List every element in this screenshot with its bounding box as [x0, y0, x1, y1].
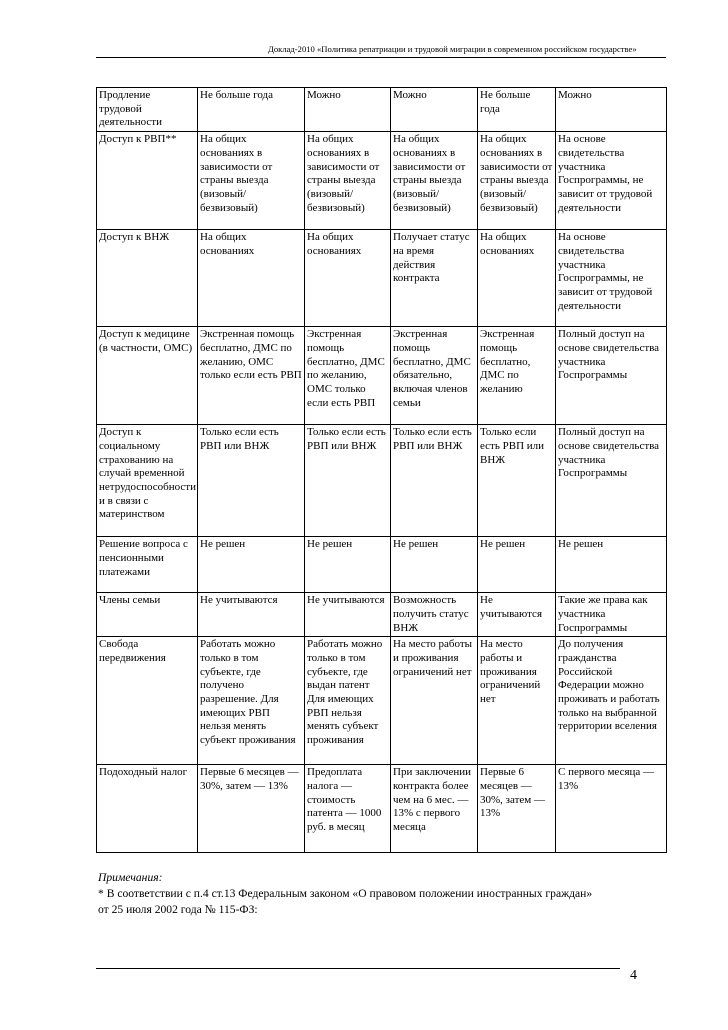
table-row	[97, 132, 667, 230]
table-cell: Не учитываются	[305, 593, 391, 637]
table-cell: Полный доступ на основе свидетельства участника Госпрограммы	[556, 425, 667, 537]
row-label: Подоходный налог	[97, 765, 198, 853]
table-cell: Возможность получить статус ВНЖ	[391, 593, 478, 637]
table-cell: Не решен	[198, 537, 305, 593]
table-cell: На место работы и проживания ограничений нет	[478, 637, 556, 765]
notes-block	[98, 870, 678, 918]
header-rule	[96, 57, 666, 58]
table-cell: Не учитываются	[478, 593, 556, 637]
table-cell: Только если есть РВП или ВНЖ	[391, 425, 478, 537]
table-cell: Экстренная помощь бесплатно, ДМС по желанию	[478, 327, 556, 425]
table-row	[97, 537, 667, 593]
table-cell: На общих основаниях в зависимости от страны выезда (визовый/безвизовый)	[305, 132, 391, 230]
table-cell: На общих основаниях в зависимости от страны выезда (визовый/безвизовый)	[198, 132, 305, 230]
table-cell: Первые 6 месяцев — 30%, затем — 13%	[478, 765, 556, 853]
table-cell: На основе свидетельства участника Госпрограммы, не зависит от трудовой деятельности	[556, 230, 667, 327]
table-cell: Только если есть РВП или ВНЖ	[198, 425, 305, 537]
table-cell: До получения гражданства Российской Федерации можно проживать и работать только на выбранной территории вселения	[556, 637, 667, 765]
table-cell: Такие же права как участника Госпрограммы	[556, 593, 667, 637]
table-cell: На общих основаниях	[305, 230, 391, 327]
table-cell: На основе свидетельства участника Госпрограммы, не зависит от трудовой деятельности	[556, 132, 667, 230]
notes-line-1: * В соответствии с п.4 ст.13 Федеральным законом «О правовом положении иностранных граждан»	[98, 887, 593, 900]
table-cell: При заключении контракта более чем на 6 мес. — 13% с первого месяца	[391, 765, 478, 853]
table-cell: Экстренная помощь бесплатно, ДМС обязательно, включая членов семьи	[391, 327, 478, 425]
row-label: Решение вопроса с пенсионными платежами	[97, 537, 198, 593]
table-cell: С первого месяца — 13%	[556, 765, 667, 853]
row-label: Свобода передвижения	[97, 637, 198, 765]
table-cell: Не больше года	[478, 88, 556, 132]
table-cell: Не решен	[556, 537, 667, 593]
table-cell: Можно	[391, 88, 478, 132]
notes-line-2: от 25 июля 2002 года № 115-ФЗ:	[98, 903, 258, 916]
table-row	[97, 230, 667, 327]
table-cell: Предоплата налога — стоимость патента — 1000 руб. в месяц	[305, 765, 391, 853]
comparison-table	[96, 87, 667, 853]
table-cell: На общих основаниях	[478, 230, 556, 327]
table-cell: Экстренная помощь бесплатно, ДМС по желанию, ОМС только если есть РВП	[305, 327, 391, 425]
table-cell: Не учитываются	[198, 593, 305, 637]
table-cell: Не решен	[305, 537, 391, 593]
table-cell: Можно	[305, 88, 391, 132]
table-cell: Полный доступ на основе свидетельства участника Госпрограммы	[556, 327, 667, 425]
table-cell: На место работы и проживания ограничений нет	[391, 637, 478, 765]
table-cell: На общих основаниях	[198, 230, 305, 327]
row-label: Члены семьи	[97, 593, 198, 637]
table-cell: Не решен	[478, 537, 556, 593]
table-cell: Работать можно только в том субъекте, где получено разрешение. Для имеющих РВП нельзя менять субъект проживания	[198, 637, 305, 765]
table-cell: Получает статус на время действия контракта	[391, 230, 478, 327]
notes-title: Примечания:	[98, 871, 163, 884]
table-cell: Первые 6 месяцев — 30%, затем — 13%	[198, 765, 305, 853]
row-label: Продление трудовой деятельности	[97, 88, 198, 132]
table-cell: Работать можно только в том субъекте, где выдан патент Для имеющих РВП нельзя менять субъект проживания	[305, 637, 391, 765]
table-row	[97, 327, 667, 425]
table-row	[97, 425, 667, 537]
table-cell: На общих основаниях в зависимости от страны выезда (визовый/безвизовый)	[478, 132, 556, 230]
row-label: Доступ к ВНЖ	[97, 230, 198, 327]
footer-rule	[96, 968, 620, 969]
table-cell: Можно	[556, 88, 667, 132]
table-row	[97, 765, 667, 853]
table-cell: Не решен	[391, 537, 478, 593]
table-cell: Не больше года	[198, 88, 305, 132]
table-cell: Только если есть РВП или ВНЖ	[478, 425, 556, 537]
table-cell: Экстренная помощь бесплатно, ДМС по желанию, ОМС только если есть РВП	[198, 327, 305, 425]
page-number: 4	[630, 968, 637, 983]
row-label: Доступ к социальному страхованию на случай временной нетрудоспособности и в связи с материнством	[97, 425, 198, 537]
running-header: Доклад-2010 «Политика репатриации и трудовой миграции в современном российском государстве»	[268, 44, 637, 54]
table-cell: На общих основаниях в зависимости от страны выезда (визовый/безвизовый)	[391, 132, 478, 230]
row-label: Доступ к медицине (в частности, ОМС)	[97, 327, 198, 425]
table-cell: Только если есть РВП или ВНЖ	[305, 425, 391, 537]
table-row	[97, 593, 667, 637]
row-label: Доступ к РВП**	[97, 132, 198, 230]
table-row	[97, 637, 667, 765]
table-row	[97, 88, 667, 132]
